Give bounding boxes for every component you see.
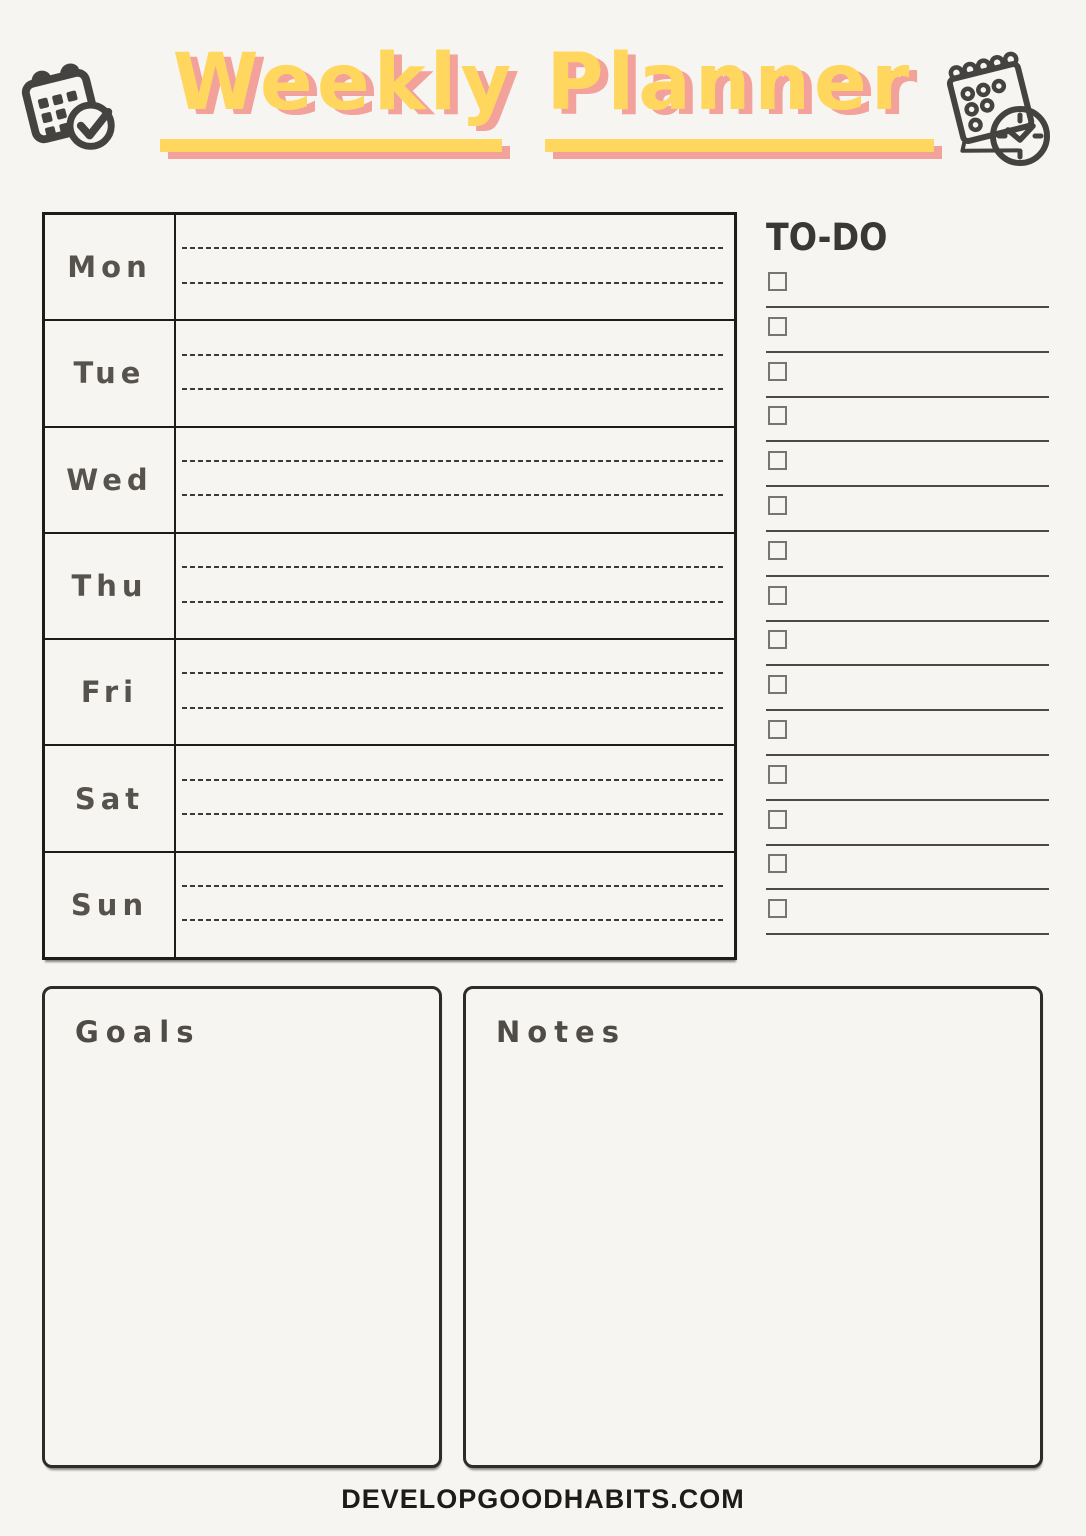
todo-entry-line[interactable] (766, 575, 1049, 577)
todo-entry-line[interactable] (766, 306, 1049, 308)
day-entry-area[interactable] (176, 321, 734, 425)
todo-item (766, 899, 1049, 944)
day-entry-area[interactable] (176, 534, 734, 638)
todo-checkbox[interactable] (768, 765, 787, 784)
day-entry-area[interactable] (176, 428, 734, 532)
todo-checkbox[interactable] (768, 317, 787, 336)
todo-entry-line[interactable] (766, 664, 1049, 666)
day-entry-area[interactable] (176, 853, 734, 957)
todo-list (766, 272, 1049, 944)
entry-dashed-line (182, 566, 725, 568)
entry-dashed-line (182, 354, 725, 356)
todo-entry-line[interactable] (766, 351, 1049, 353)
entry-dashed-line (182, 460, 725, 462)
day-label-tue: Tue (45, 321, 176, 425)
todo-entry-line[interactable] (766, 485, 1049, 487)
entry-dashed-line (182, 813, 725, 815)
day-label-thu: Thu (45, 534, 176, 638)
todo-checkbox[interactable] (768, 272, 787, 291)
todo-item (766, 675, 1049, 720)
title-underline-right (545, 139, 934, 152)
todo-item (766, 541, 1049, 586)
page-title: Weekly Planner (172, 38, 914, 128)
week-row (45, 746, 734, 852)
todo-item (766, 630, 1049, 675)
todo-checkbox[interactable] (768, 854, 787, 873)
week-row (45, 853, 734, 957)
todo-item (766, 317, 1049, 362)
todo-item (766, 586, 1049, 631)
todo-checkbox[interactable] (768, 451, 787, 470)
entry-dashed-line (182, 707, 725, 709)
todo-entry-line[interactable] (766, 799, 1049, 801)
day-label-sun: Sun (45, 853, 176, 957)
todo-item (766, 854, 1049, 899)
todo-entry-line[interactable] (766, 530, 1049, 532)
goals-box[interactable] (42, 986, 442, 1468)
entry-dashed-line (182, 672, 725, 674)
todo-entry-line[interactable] (766, 933, 1049, 935)
todo-item (766, 406, 1049, 451)
entry-dashed-line (182, 247, 725, 249)
entry-dashed-line (182, 919, 725, 921)
entry-dashed-line (182, 779, 725, 781)
week-row (45, 428, 734, 534)
notes-box[interactable] (463, 986, 1043, 1468)
todo-item (766, 362, 1049, 407)
week-table (42, 212, 737, 960)
week-row (45, 534, 734, 640)
day-entry-area[interactable] (176, 215, 734, 319)
week-row (45, 321, 734, 427)
week-row (45, 640, 734, 746)
day-entry-area[interactable] (176, 746, 734, 850)
footer-site-text: DEVELOPGOODHABITS.COM (341, 1484, 745, 1514)
todo-entry-line[interactable] (766, 709, 1049, 711)
calendar-clock-icon (938, 42, 1062, 170)
entry-dashed-line (182, 388, 725, 390)
notes-label: Notes (496, 1015, 626, 1049)
goals-label: Goals (75, 1015, 201, 1049)
todo-entry-line[interactable] (766, 888, 1049, 890)
day-entry-area[interactable] (176, 640, 734, 744)
todo-checkbox[interactable] (768, 362, 787, 381)
entry-dashed-line (182, 494, 725, 496)
todo-checkbox[interactable] (768, 586, 787, 605)
todo-checkbox[interactable] (768, 720, 787, 739)
entry-dashed-line (182, 601, 725, 603)
entry-dashed-line (182, 885, 725, 887)
week-row (45, 215, 734, 321)
day-label-fri: Fri (45, 640, 176, 744)
todo-item (766, 765, 1049, 810)
todo-entry-line[interactable] (766, 396, 1049, 398)
todo-checkbox[interactable] (768, 630, 787, 649)
todo-item (766, 810, 1049, 855)
todo-item (766, 720, 1049, 765)
todo-checkbox[interactable] (768, 541, 787, 560)
todo-item (766, 496, 1049, 541)
todo-checkbox[interactable] (768, 810, 787, 829)
todo-heading: TO-DO (766, 216, 888, 259)
day-label-sat: Sat (45, 746, 176, 850)
todo-checkbox[interactable] (768, 675, 787, 694)
day-label-wed: Wed (45, 428, 176, 532)
todo-checkbox[interactable] (768, 406, 787, 425)
todo-entry-line[interactable] (766, 844, 1049, 846)
todo-item (766, 451, 1049, 496)
todo-checkbox[interactable] (768, 899, 787, 918)
todo-entry-line[interactable] (766, 440, 1049, 442)
todo-entry-line[interactable] (766, 620, 1049, 622)
todo-entry-line[interactable] (766, 754, 1049, 756)
todo-checkbox[interactable] (768, 496, 787, 515)
entry-dashed-line (182, 282, 725, 284)
todo-item (766, 272, 1049, 317)
day-label-mon: Mon (45, 215, 176, 319)
title-underline-left (160, 139, 502, 152)
